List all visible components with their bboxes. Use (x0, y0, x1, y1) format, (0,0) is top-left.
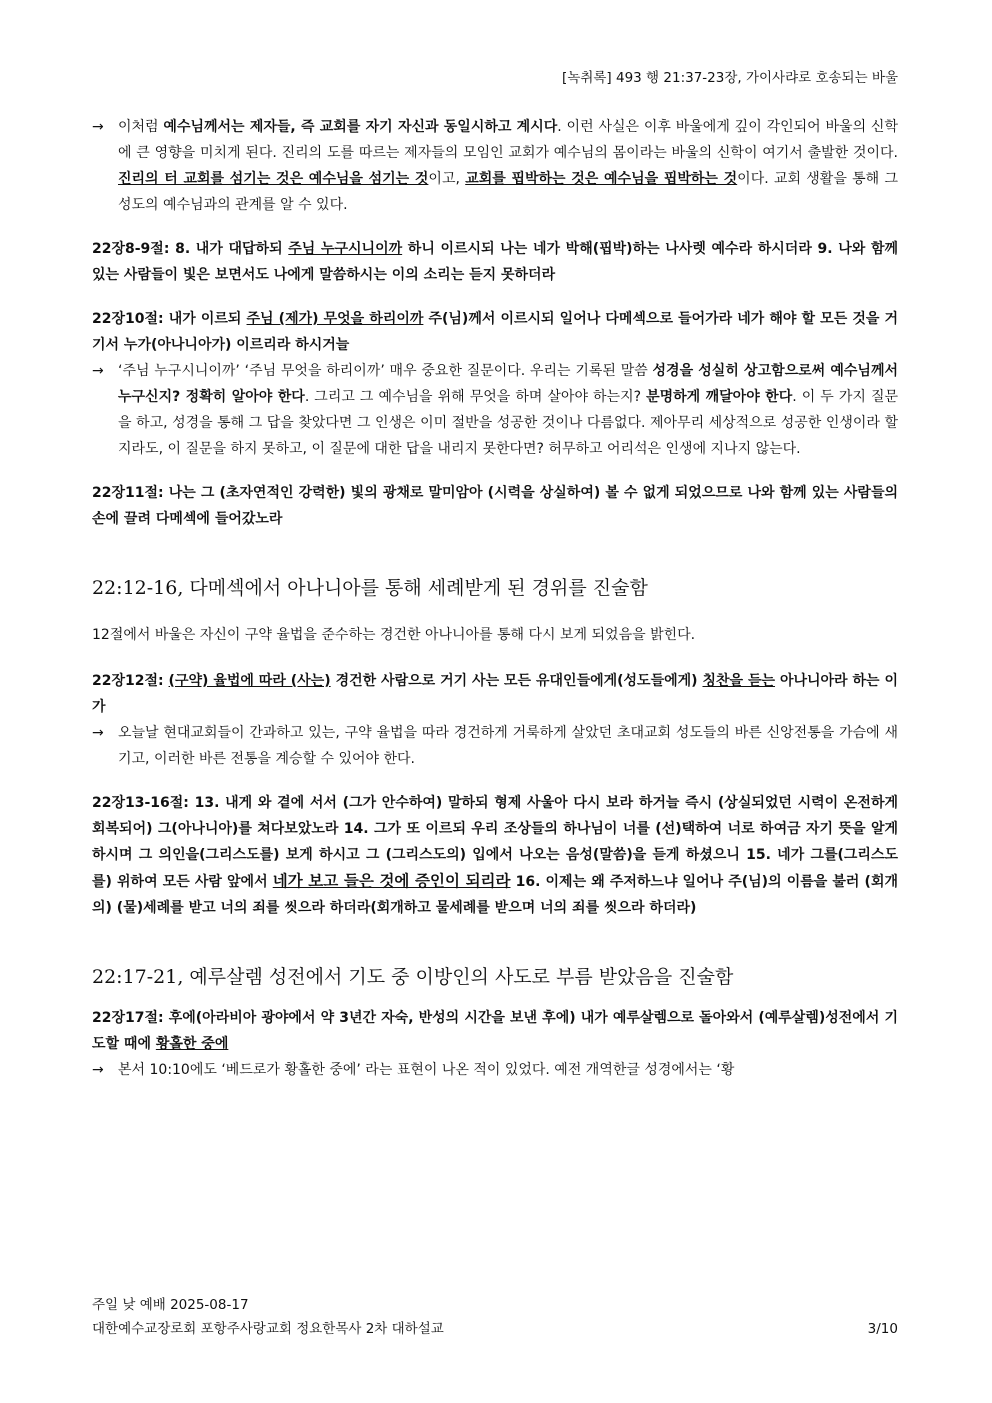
commentary-block-4: → 본서 10:10에도 ‘베드로가 황홀한 중에’ 라는 표현이 나온 적이 있었다. 예전 개역한글 성경에서는 ‘황 (92, 1057, 898, 1083)
verse-22-12: 22장12절: (구약) 율법에 따라 (사는) 경건한 사람으로 거기 사는 모든 유대인들에게(성도들에게) 칭찬을 듣는 아나니아라 하는 이가 (92, 673, 898, 715)
verse-22-17: 22장17절: 후에(아라비아 광야에서 약 3년간 자숙, 반성의 시간을 보낸 후에) 내가 예루살렘으로 돌아와서 (예루살렘)성전에서 기도할 때에 황홀한 중에 (92, 1010, 898, 1052)
arrow-icon: → (92, 725, 104, 741)
verse-22-10: 22장10절: 내가 이르되 주님 (제가) 무엇을 하리이까 주(님)께서 이르시되 일어나 다메섹으로 들어가라 네가 해야 할 모든 것을 거기서 누가(아나니아가) 이르리라 하시거늘 (92, 311, 898, 353)
arrow-icon: → (92, 1062, 104, 1078)
commentary-block-2: → ‘주님 누구시니이까’ ‘주님 무엇을 하리이까’ 매우 중요한 질문이다. 우리는 기록된 말씀 성경을 성실히 상고함으로써 예수님께서 누구신지? 정확히 알아야 한다. 그리고 그 예수님을 위해 무엇을 하며 살아야 하는지? 분명하게 깨달아야 한다. 이 두 가지 질문을 하고, 성경을 통해 그 답을 찾았다면 그 인생은 이미 절반을 성공한 것이나 다름없다. 제아무리 세상적으로 성공한 인생이라 할지라도, 이 질문을 하지 못하고, 이 질문에 대한 답을 내리지 못한다면? 허무하고 어리석은 인생에 지나지 않는다. (92, 358, 898, 462)
section-title-22-12-16: 22:12-16, 다메섹에서 아나니아를 통해 세례받게 된 경위를 진술함 (92, 577, 648, 599)
intro-verse-12: 12절에서 바울은 자신이 구약 율법을 준수하는 경건한 아나니아를 통해 다시 보게 되었음을 밝힌다. (92, 627, 696, 643)
commentary-block-3: → 오늘날 현대교회들이 간과하고 있는, 구약 율법을 따라 경건하게 거룩하게 살았던 초대교회 성도들의 바른 신앙전통을 가슴에 새기고, 이러한 바른 전통을 계승할 수 있어야 한다. (92, 720, 898, 772)
page-footer (92, 1293, 898, 1341)
section-title-22-17-21: 22:17-21, 예루살렘 성전에서 기도 중 이방인의 사도로 부름 받았음을 진술함 (92, 966, 734, 988)
page-header: [녹취록] 493 행 21:37-23장, 가이사랴로 호송되는 바울 (562, 70, 898, 86)
footer-church-info: 대한예수교장로회 포항주사랑교회 정요한목사 2차 대하설교 (92, 1321, 444, 1337)
arrow-icon: → (92, 363, 104, 379)
footer-service-date: 주일 낮 예배 2025-08-17 (92, 1297, 249, 1313)
commentary-block-1: → 이처럼 예수님께서는 제자들, 즉 교회를 자기 자신과 동일시하고 계시다. 이런 사실은 이후 바울에게 깊이 각인되어 바울의 신학에 큰 영향을 미치게 된다. 진리의 도를 따르는 제자들의 모임인 교회가 예수님의 몸이라는 바울의 신학이 여기서 출발한 것이다. 진리의 터 교회를 섬기는 것은 예수님을 섬기는 것이고, 교회를 핍박하는 것은 예수님을 핍박하는 것이다. 교회 생활을 통해 그 성도의 예수님과의 관계를 알 수 있다. (92, 114, 898, 218)
page-content (92, 114, 898, 1083)
verse-22-13-16: 22장13-16절: 13. 내게 와 곁에 서서 (그가 안수하여) 말하되 형제 사울아 다시 보라 하거늘 즉시 (상실되었던 시력이 온전하게 회복되어) 그(아나니아)를 쳐다보았노라 14. 그가 또 이르되 우리 조상들의 하나님이 너를 (선)택하여 너로 하여금 자기 뜻을 알게 하시며 그 의인을(그리스도를) 보게 하시고 그 (그리스도의) 입에서 나오는 음성(말씀)을 듣게 하셨으니 15. 네가 그를(그리스도를) 위하여 모든 사람 앞에서 네가 보고 들은 것에 증인이 되리라 16. 이제는 왜 주저하느냐 일어나 주(님)의 이름을 불러 (회개의) (물)세례를 받고 너의 죄를 씻으라 하더라(회개하고 물세례를 받으며 너의 죄를 씻으라 하더라) (92, 795, 898, 916)
arrow-icon: → (92, 119, 104, 135)
verse-22-11: 22장11절: 나는 그 (초자연적인 강력한) 빛의 광채로 말미암아 (시력을 상실하여) 볼 수 없게 되었으므로 나와 함께 있는 사람들의 손에 끌려 다메섹에 들어갔노라 (92, 485, 898, 527)
page-number: 3/10 (867, 1321, 898, 1337)
verse-22-8-9: 22장8-9절: 8. 내가 대답하되 주님 누구시니이까 하니 이르시되 나는 네가 박해(핍박)하는 나사렛 예수라 하시더라 9. 나와 함께 있는 사람들이 빛은 보면서도 나에게 말씀하시는 이의 소리는 듣지 못하더라 (92, 241, 898, 283)
